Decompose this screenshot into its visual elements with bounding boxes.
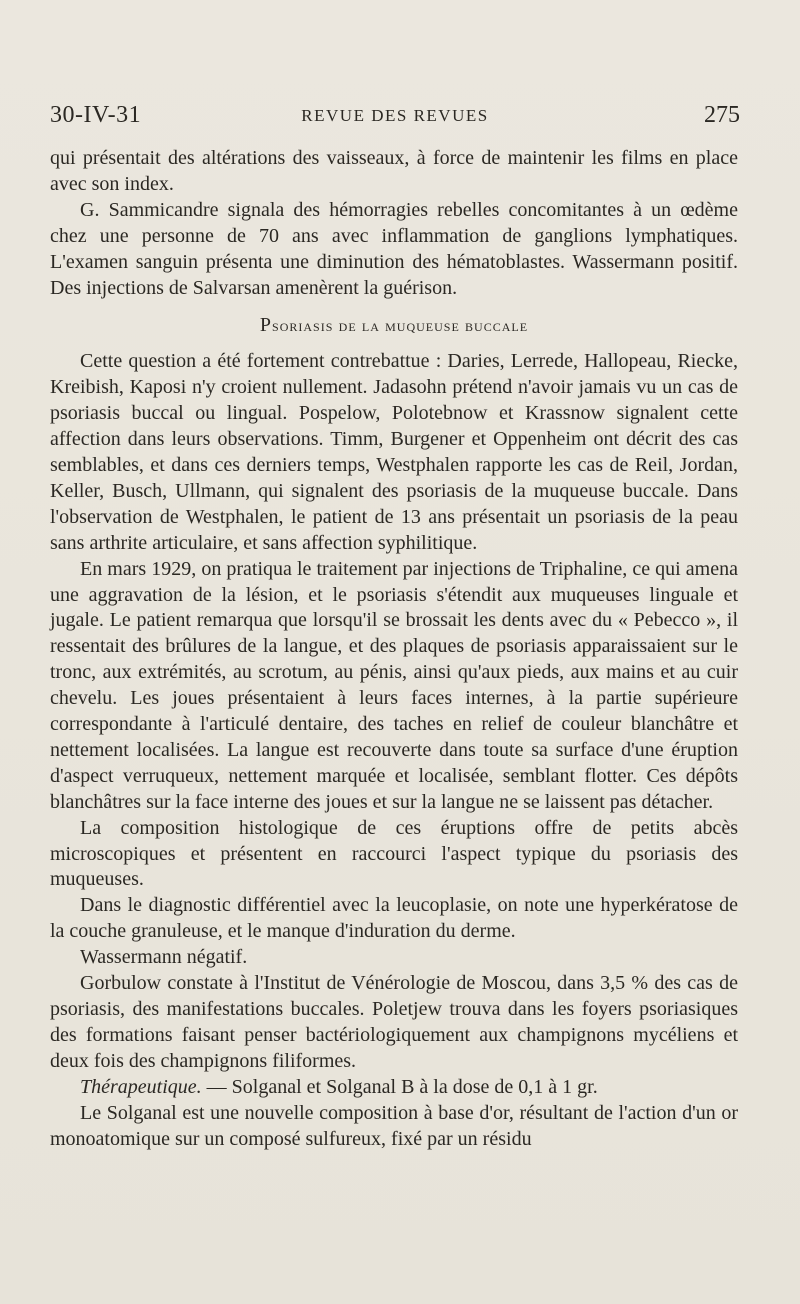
page-number: 275: [704, 102, 740, 128]
paragraph-diagnosis: Dans le diagnostic différentiel avec la leucoplasie, on note une hyperkératose de la couche granuleuse, et le manque d'induration du derme.: [50, 894, 738, 943]
paragraph-question: Cette question a été fortement contrebattue : Daries, Lerrede, Hallopeau, Riecke, Kreibish, Kaposi n'y croient nullement. Jadasohn prétend n'avoir jamais vu un cas de psoriasis buccal ou lingual. Pospelow, Polotebnow et Krassnow signalent cette affection dans leurs observations. Timm, Burgener et Oppenheim ont décrit des cas semblables, et dans ces derniers temps, Westphalen rapporte les cas de Reil, Jordan, Keller, Busch, Ullmann, qui signalent des psoriasis de la muqueuse buccale. Dans l'observation de Westphalen, le patient de 13 ans présentait un psoriasis de la peau sans arthrite articulaire, et sans affection syphilitique.: [50, 350, 738, 554]
paragraph-continuation: qui présentait des altérations des vaisseaux, à force de maintenir les films en place avec son index.: [50, 147, 738, 195]
paragraph-sammicandre: G. Sammicandre signala des hémorragies rebelles concomitantes à un œdème chez une personne de 70 ans avec inflammation de ganglions lymphatiques. L'examen sanguin présenta une diminution des hématoblastes. Wassermann positif. Des injections de Salvarsan amenèrent la guérison.: [50, 198, 738, 299]
section-heading-initial: P: [259, 314, 273, 337]
paragraph-histology: La composition histologique de ces éruptions offre de petits abcès microscopiques et présentent en raccourci l'aspect typique du psoriasis des muqueuses.: [50, 816, 738, 891]
paragraph-solganal: Le Solganal est une nouvelle composition à base d'or, résultant de l'action d'un or monoatomique sur un composé sulfureux, fixé par un résidu: [50, 1101, 738, 1150]
article-body: [50, 146, 738, 1152]
paragraph-gorbulow: Gorbulow constate à l'Institut de Vénérologie de Moscou, dans 3,5 % des cas de psoriasis, des manifestations buccales. Poletjew trouva dans les foyers psoriasiques des formations faisant penser bactériologiquement aux champignons mycéliens et deux fois des champignons filiformes.: [50, 972, 738, 1072]
section-heading-text: soriasis de la muqueuse buccale: [272, 316, 529, 336]
header-date: 30-IV-31: [50, 102, 142, 128]
header-journal-title: REVUE DES REVUES: [301, 106, 489, 125]
therapeutique-label: Thérapeutique.: [80, 1075, 202, 1098]
section-heading: [50, 313, 738, 339]
paragraph-therapeutique: [50, 1075, 738, 1101]
paragraph-case: En mars 1929, on pratiqua le traitement par injections de Triphaline, ce qui amena une aggravation de la lésion, et le psoriasis s'étendit aux muqueuses linguale et jugale. Le patient remarqua que lorsqu'il se brossait les dents avec du « Pebecco », il ressentait des brûlures de la langue, et des plaques de psoriasis apparaissaient sur le tronc, aux extrémités, au scrotum, au pénis, ainsi qu'aux pieds, aux mains et au cuir chevelu. Les joues présentaient à leurs faces internes, à la partie supérieure correspondante à l'articulé dentaire, des taches en relief de couleur blanchâtre et nettement localisées. La langue est recouverte dans toute sa surface d'une éruption d'aspect verruqueux, nettement marquée et localisée, semblant flotter. Ces dépôts blanchâtres sur la face interne des joues et sur la langue ne se laissent pas détacher.: [50, 557, 738, 813]
running-header: [50, 100, 740, 134]
therapeutique-text: — Solganal et Solganal B à la dose de 0,1 à 1 gr.: [201, 1075, 598, 1098]
paragraph-wassermann: Wassermann négatif.: [80, 946, 248, 969]
